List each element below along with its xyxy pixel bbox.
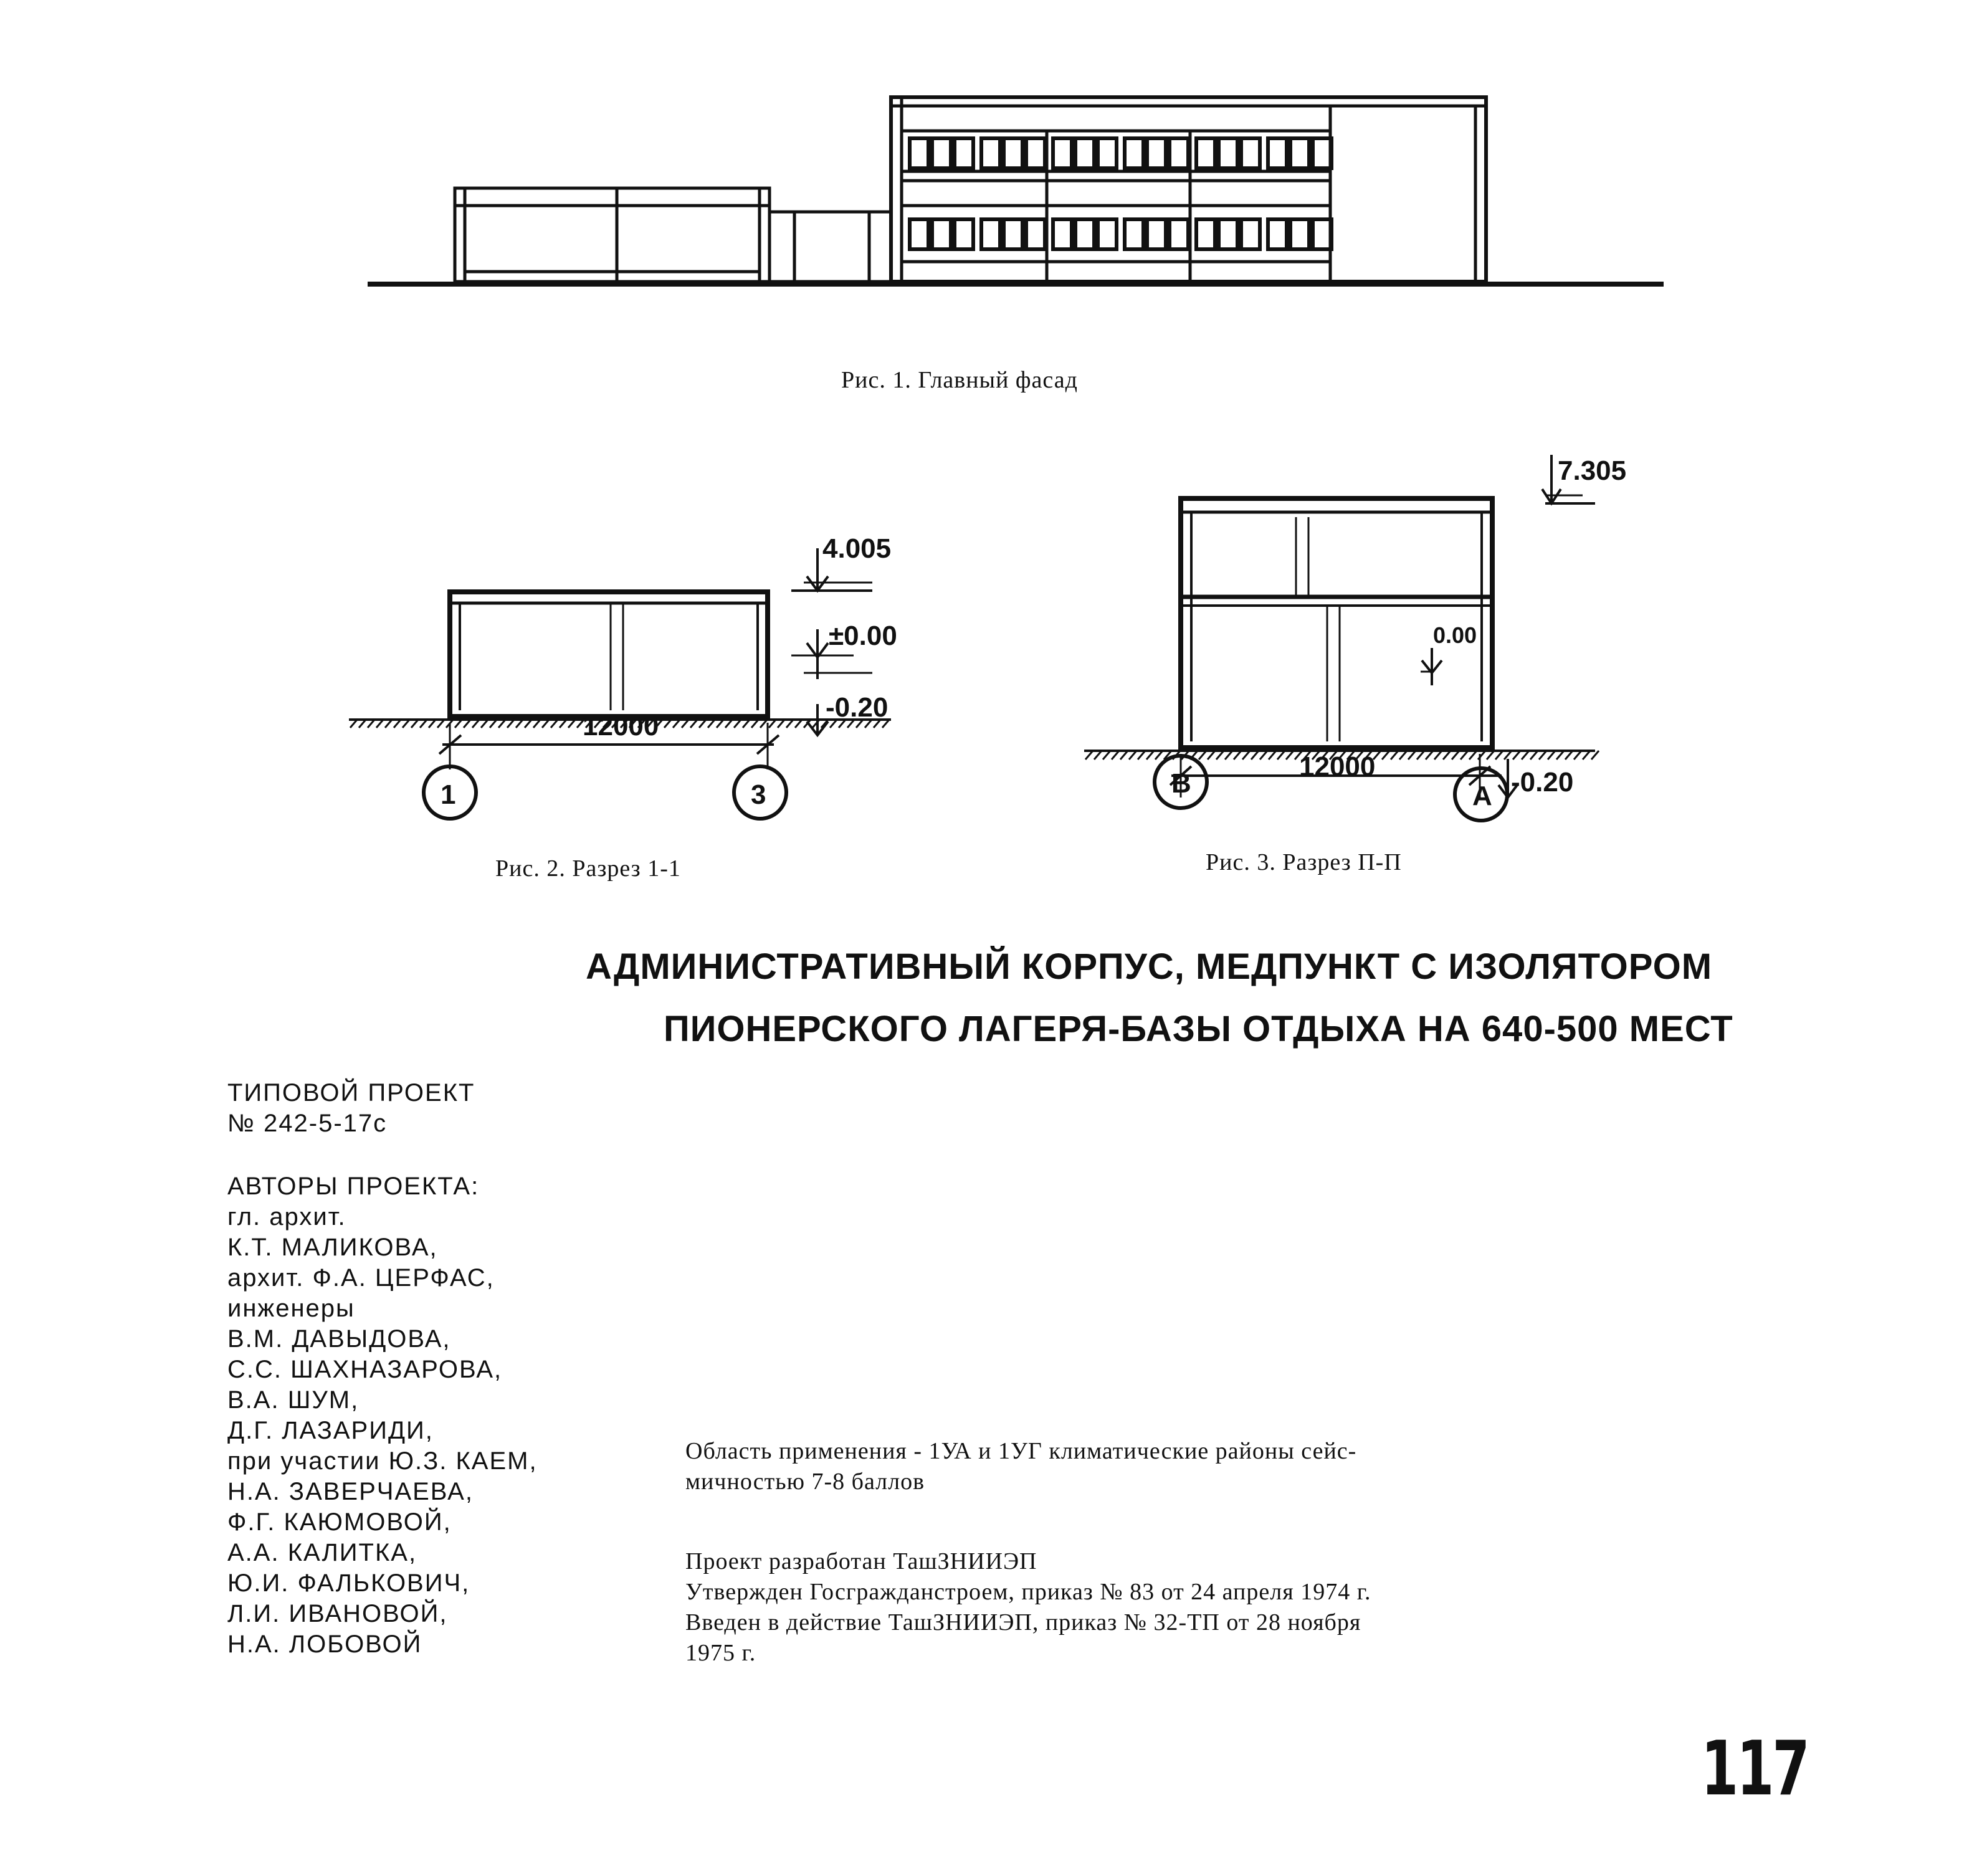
authors-block [227, 1171, 538, 1660]
facade-window [1125, 138, 1143, 168]
ground-hatch [1286, 751, 1294, 759]
facade-window [910, 219, 928, 249]
figure-1-caption: Рис. 1. Главный фасад [841, 367, 1078, 393]
facade-window [1026, 138, 1045, 168]
facade-window [1268, 138, 1287, 168]
ground-hatch [1574, 751, 1581, 759]
fig3-axis-right: А [1472, 781, 1492, 811]
application-area [685, 1436, 1356, 1497]
approval-line-1: Проект разработан ТашЗНИИЭП [685, 1548, 1037, 1574]
application-line-2: мичностью 7-8 баллов [685, 1469, 925, 1495]
facade-window [1241, 219, 1260, 249]
ground-hatch [1530, 751, 1538, 759]
ground-hatch [1155, 751, 1163, 759]
ground-hatch [1495, 751, 1503, 759]
facade-window [932, 138, 951, 168]
ground-hatch [1138, 751, 1145, 759]
author-line: Ю.И. ФАЛЬКОВИЧ, [227, 1569, 470, 1597]
ground-hatch [1251, 751, 1259, 759]
ground-hatch [1556, 751, 1564, 759]
fig2-dimension: 12000 [583, 711, 659, 741]
facade-window [1098, 138, 1117, 168]
title-line-1: АДМИНИСТРАТИВНЫЙ КОРПУС, МЕДПУНКТ С ИЗОЛЯТОРОМ [586, 946, 1713, 987]
author-line: В.А. ШУМ, [227, 1386, 360, 1414]
page-number: 117 [1701, 1726, 1808, 1812]
author-line: Д.Г. ЛАЗАРИДИ, [227, 1417, 434, 1444]
author-line: Н.А. ЗАВЕРЧАЕВА, [227, 1478, 474, 1505]
author-line: инженеры [227, 1295, 355, 1322]
facade-window [1241, 138, 1260, 168]
approval-line-3: Введен в действие ТашЗНИИЭП, приказ № 32-ТП от 28 ноября [685, 1609, 1361, 1636]
ground-hatch [1548, 751, 1555, 759]
fig2-level-top: 4.005 [822, 533, 892, 564]
facade-window [1219, 138, 1237, 168]
ground-hatch [1469, 751, 1477, 759]
project-label: ТИПОВОЙ ПРОЕКТ [227, 1079, 475, 1107]
ground-hatch [1094, 751, 1102, 759]
ground-hatch [1269, 751, 1276, 759]
facade-window [1219, 219, 1237, 249]
ground-hatch [1382, 751, 1389, 759]
facade-window [1196, 219, 1215, 249]
facade-window [1290, 219, 1309, 249]
author-line: гл. архит. [227, 1203, 346, 1231]
ground-hatch [1434, 751, 1442, 759]
ground-hatch [1504, 751, 1512, 759]
figure-3-caption: Рис. 3. Разрез П-П [1206, 849, 1402, 875]
ground-hatch [1085, 751, 1093, 759]
fig3-level-zero: 0.00 [1433, 622, 1477, 648]
ground-hatch [1583, 751, 1590, 759]
ground-hatch [1460, 751, 1468, 759]
ground-hatch [1112, 751, 1119, 759]
ground-hatch [1452, 751, 1459, 759]
facade-window [1196, 138, 1215, 168]
authors-heading: АВТОРЫ ПРОЕКТА: [227, 1173, 480, 1200]
facade-window [1147, 138, 1166, 168]
fig3-dimension: 12000 [1299, 751, 1376, 782]
ground-hatch [1513, 751, 1520, 759]
ground-hatch [1199, 751, 1206, 759]
facade-window [1004, 138, 1022, 168]
main-facade-drawing [0, 0, 1987, 312]
ground-hatch [1103, 751, 1110, 759]
facade-window [1125, 219, 1143, 249]
application-line-1: Область применения - 1УА и 1УГ климатические районы сейс- [685, 1438, 1357, 1464]
project-number: № 242-5-17с [227, 1110, 388, 1137]
facade-window [1053, 219, 1072, 249]
fig2-axis-right: 3 [751, 779, 766, 810]
fig3-level-top: 7.305 [1558, 455, 1627, 486]
ground-hatch [1417, 751, 1424, 759]
author-line: А.А. КАЛИТКА, [227, 1539, 417, 1566]
facade-window [1075, 219, 1094, 249]
ground-hatch [1399, 751, 1407, 759]
ground-hatch [1260, 751, 1267, 759]
facade-window [981, 138, 1000, 168]
ground-hatch [1539, 751, 1546, 759]
ground-hatch [1234, 751, 1241, 759]
facade-window [1268, 219, 1287, 249]
author-line: при участии Ю.З. КАЕМ, [227, 1447, 538, 1475]
author-line: К.Т. МАЛИКОВА, [227, 1234, 438, 1261]
author-line: Н.А. ЛОБОВОЙ [227, 1631, 422, 1658]
facade-window [1098, 219, 1117, 249]
ground-hatch [1277, 751, 1285, 759]
fig3-level-ground: -0.20 [1511, 767, 1574, 798]
ground-hatch [1216, 751, 1224, 759]
facade-window [981, 219, 1000, 249]
facade-window [1004, 219, 1022, 249]
author-line: архит. Ф.А. ЦЕРФАС, [227, 1264, 495, 1292]
fig2-axis-left: 1 [441, 779, 456, 810]
ground-hatch [1565, 751, 1573, 759]
facade-window [1053, 138, 1072, 168]
ground-hatch [1146, 751, 1154, 759]
facade-window [932, 219, 951, 249]
ground-hatch [1208, 751, 1215, 759]
approval-info [685, 1546, 1371, 1669]
author-line: Л.И. ИВАНОВОЙ, [227, 1600, 448, 1627]
ground-hatch [1120, 751, 1128, 759]
facade-window [1147, 219, 1166, 249]
ground-hatch [1426, 751, 1433, 759]
section-1-1-drawing [312, 523, 935, 835]
facade-window [910, 138, 928, 168]
ground-hatch [1443, 751, 1451, 759]
ground-hatch [1225, 751, 1232, 759]
facade-window [955, 138, 973, 168]
facade-window [1170, 138, 1188, 168]
figure-2-caption: Рис. 2. Разрез 1-1 [495, 855, 681, 882]
facade-window [1290, 138, 1309, 168]
author-line: В.М. ДАВЫДОВА, [227, 1325, 451, 1353]
facade-window [1026, 219, 1045, 249]
ground-hatch [1408, 751, 1416, 759]
facade-window [1170, 219, 1188, 249]
title-line-2: ПИОНЕРСКОГО ЛАГЕРЯ-БАЗЫ ОТДЫХА НА 640-500 МЕСТ [664, 1009, 1733, 1049]
author-line: С.С. ШАХНАЗАРОВА, [227, 1356, 503, 1383]
ground-hatch [1591, 751, 1599, 759]
author-line: Ф.Г. КАЮМОВОЙ, [227, 1508, 452, 1536]
approval-line-2: Утвержден Госгражданстроем, приказ № 83 от 24 апреля 1974 г. [685, 1579, 1371, 1605]
fig3-axis-left: В [1171, 768, 1191, 799]
approval-line-4: 1975 г. [685, 1640, 756, 1666]
fig2-level-ground: -0.20 [826, 692, 889, 723]
facade-window [955, 219, 973, 249]
ground-hatch [1129, 751, 1136, 759]
ground-hatch [1242, 751, 1250, 759]
section-2-2-drawing [1059, 436, 1682, 835]
ground-hatch [1487, 751, 1494, 759]
project-info [227, 1078, 475, 1139]
facade-window [1075, 138, 1094, 168]
fig2-level-zero: ±0.00 [829, 621, 897, 651]
ground-hatch [1522, 751, 1529, 759]
ground-hatch [1391, 751, 1398, 759]
